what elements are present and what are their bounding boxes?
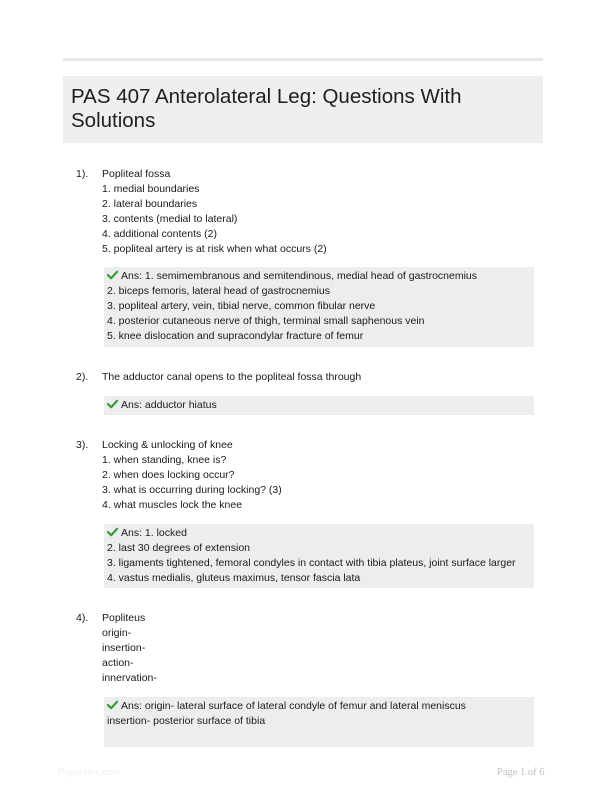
question-line: Locking & unlocking of knee: [102, 439, 233, 451]
answer-line: 2. last 30 degrees of extension: [107, 542, 251, 554]
question-number: 4).: [76, 612, 89, 624]
answer-line: 4. posterior cutaneous nerve of thigh, terminal small saphenous vein: [107, 315, 425, 327]
answer-box-3: [104, 524, 534, 588]
question-line: 4. what muscles lock the knee: [102, 499, 243, 511]
question-number: 3).: [76, 439, 89, 451]
answer-line: 3. popliteal artery, vein, tibial nerve, common fibular nerve: [107, 300, 376, 312]
question-line: 3. what is occurring during locking? (3): [102, 484, 282, 496]
question-line: innervation-: [102, 672, 157, 684]
answer-box-2: [104, 396, 534, 415]
question-line: Popliteus: [102, 612, 146, 624]
answer-line: 4. vastus medialis, gluteus maximus, tensor fascia lata: [107, 572, 361, 584]
footer-watermark: Paperlibic.com: [58, 767, 121, 778]
answer-box-4: [104, 697, 534, 747]
question-line: origin-: [102, 627, 132, 639]
question-line: action-: [102, 657, 134, 669]
question-line: 1. when standing, knee is?: [102, 454, 227, 466]
question-number: 1).: [76, 168, 89, 180]
answer-line: insertion- posterior surface of tibia: [107, 715, 266, 727]
answer-line: 5. knee dislocation and supracondylar fracture of femur: [107, 330, 364, 342]
answer-line: Ans: 1. semimembranous and semitendinous, medial head of gastrocnemius: [121, 270, 478, 282]
question-line: 5. popliteal artery is at risk when what occurs (2): [102, 243, 327, 255]
check-icon: [107, 700, 118, 710]
question-line: 1. medial boundaries: [102, 183, 200, 195]
page-title: PAS 407 Anterolateral Leg: Questions With Solutions: [71, 85, 462, 132]
question-text: [102, 167, 327, 257]
check-icon: [107, 270, 118, 280]
answer-box-1: [104, 267, 534, 347]
title-box: [63, 76, 543, 143]
question-text: [102, 438, 282, 513]
question-line: Popliteal fossa: [102, 168, 171, 180]
answer-line: Ans: 1. locked: [121, 527, 187, 539]
check-icon: [107, 527, 118, 537]
top-rule: [63, 58, 543, 61]
question-text: [102, 611, 157, 686]
question-text: [102, 370, 361, 385]
question-line: insertion-: [102, 642, 146, 654]
check-icon: [107, 399, 118, 409]
answer-line: Ans: origin- lateral surface of lateral condyle of femur and lateral meniscus: [121, 700, 466, 712]
question-line: The adductor canal opens to the popliteal fossa through: [102, 371, 362, 383]
answer-line: Ans: adductor hiatus: [121, 399, 217, 411]
answer-line: 2. biceps femoris, lateral head of gastrocnemius: [107, 285, 330, 297]
question-line: 2. when does locking occur?: [102, 469, 235, 481]
question-number: 2).: [76, 371, 89, 383]
question-line: 2. lateral boundaries: [102, 198, 198, 210]
answer-line: 3. ligaments tightened, femoral condyles in contact with tibia plateus, joint surface larger: [107, 557, 516, 569]
question-line: 4. additional contents (2): [102, 228, 217, 240]
page-number: Page 1 of 6: [497, 767, 545, 778]
question-line: 3. contents (medial to lateral): [102, 213, 238, 225]
